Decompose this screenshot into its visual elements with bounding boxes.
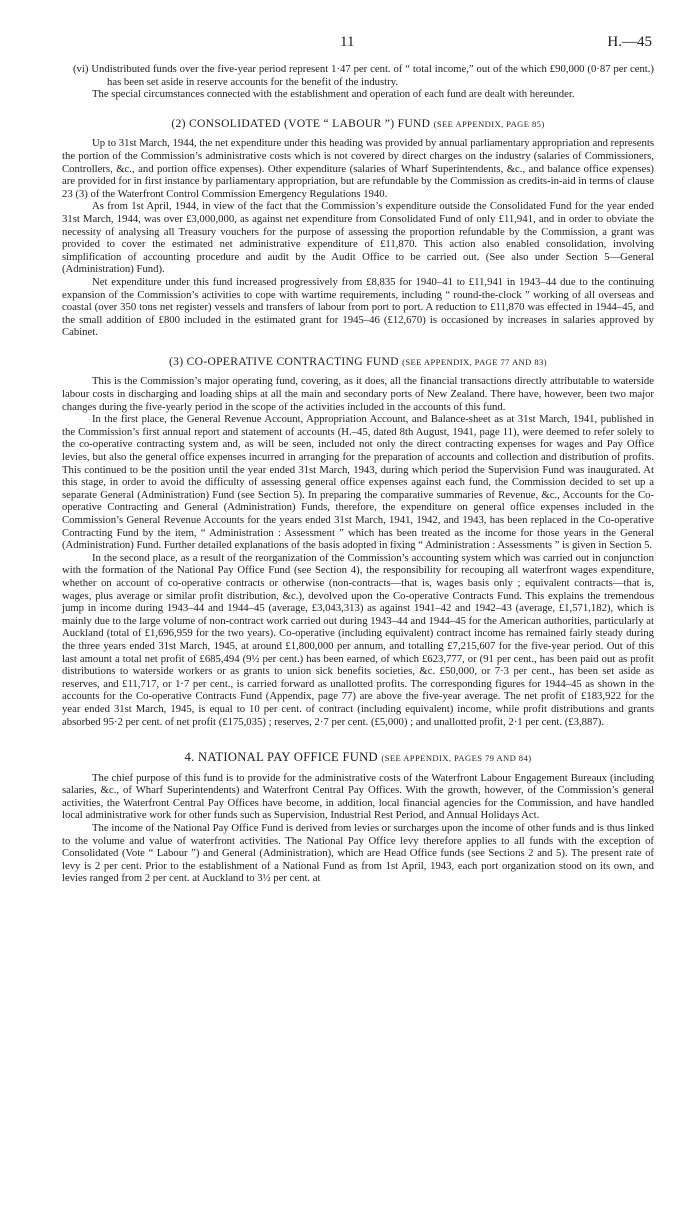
section-3-paragraph: This is the Commission’s major operating fund, covering, as it does, all the financial transactions directly attributable to waterside labour costs in discharging and loading ships at all the main and secondary ports of New Zealand. There have, however, been two major changes during the five-yearly period in the scope of the activities included in the accounts of this fund. xyxy=(62,375,654,413)
section-4-heading xyxy=(62,751,654,765)
section-2-paragraph: Net expenditure under this fund increased progressively from £8,835 for 1940–41 to £11,941 in 1943–44 due to the continuing expansion of the Commission’s activities to cope with wartime requirements, including “ round-the-clock ” working of all overseas and coastal (over 350 tons net register) vessels and transfers of labour from port to port. A reduction to £11,870 was effected in 1944–45, and the small addition of £800 included in the estimated grant for 1945–46 (£12,670) is occasioned by increases in salaries approved by Cabinet. xyxy=(62,275,654,339)
list-item-vi: (vi) Undistributed funds over the five-year period represent 1·47 per cent. of “ total income,” out of the which £90,000 (0·87 per cent.) has been set aside in reserve accounts for the benefit of the industry. xyxy=(73,63,654,88)
page-number: 11 xyxy=(340,34,355,50)
section-3-heading xyxy=(62,356,654,369)
page-header xyxy=(0,34,700,52)
section-2-paragraph: As from 1st April, 1944, in view of the fact that the Commission’s expenditure outside the Consolidated Fund for the year ended 31st March, 1944, was over £3,000,000, as against net expenditure from Consolidated Fund of only £11,941, and in order to obviate the necessity of analysing all Treasury vouchers for the purpose of assessing the proportion refundable by the Commission, a grant was provided to cover the estimated net administrative expenditure of £11,870. This action also enabled consolidation, involving simplification of accounting procedure and audit by the Audit Office to be carried out. (See also under Section 5—General (Administration) Fund). xyxy=(62,200,654,276)
section-2-paragraph: Up to 31st March, 1944, the net expenditure under this heading was provided by annual parliamentary appropriation and represents the portion of the Commission’s administrative costs which is not covered by direct charges on the industry (salaries of Commissioners, Controllers, &c., and portion office expenses). Other expenditure (salaries of Wharf Superintendents, &c., and balance office expenses) are provided for in first instance by parliamentary appropriation, but are refundable by the Commission as credits-in-aid in terms of clause 23 (3) of the Waterfront Control Commission Emergency Regulations 1940. xyxy=(62,137,654,200)
section-3-title: (3) CO-OPERATIVE CONTRACTING FUND xyxy=(169,354,399,368)
section-3-paragraph: In the first place, the General Revenue Account, Appropriation Account, and Balance-sheet as at 31st March, 1941, published in the Commission’s first annual report and statement of accounts (H.–45, dated 8th August, 1941, page 11), were deemed to refer solely to the co-operative contracting system and, as will be seen, included not only the direct contracting expenses for wages and Pay Office levies, but also the general office expenses incurred in arranging for the preparation of accounts and collection and distribution of profits. This continued to be the position until the year ended 31st March, 1943, during which period the Supervision Fund was inaugurated. At this stage, in order to avoid the difficulty of assessing general office expenses against each fund, the Commission decided to set up a separate General (Administration) Fund (see Section 5). In preparing the comparative summaries of Revenue, &c., Accounts for the Co-operative Contracting and General (Administration) Funds, therefore, the expenditure on general office expenses included in the Commission’s General Revenue Accounts for the years ended 31st March, 1941, 1942, and 1943, has been replaced in the Co-operative Contracting Fund by the item, “ Administration : Assessment ” which has been treated as the income for those years in the General (Administration) Fund. Further detailed explanations of the basis adopted in fixing “ Administration : Assessments ” is given in Section 5. xyxy=(62,413,654,552)
section-3-appendix-ref: (SEE APPENDIX, PAGE 77 AND 83) xyxy=(402,356,547,367)
section-3-paragraph: In the second place, as a result of the reorganization of the Commission’s accounting system which was carried out in conjunction with the formation of the National Pay Office Fund (see Section 4), the responsibility for recouping all waterfront wages expenditure, whether on account of co-operative contracts or otherwise (non-contracts—that is, wages basis only ; equivalent contracts—that is, wages, plus average or similar profit distribution, &c.), devolved upon the Co-operative Contracts Fund. This explains the tremendous jump in income during 1943–44 and 1944–45 (average, £3,043,313) as against 1941–42 and 1942–43 (average, £1,571,182), which is mainly due to the large volume of non-contract work carried out during 1943–44 and 1944–45 for the American authorities, particularly at Auckland (total of £1,696,959 for the two years). Co-operative (including equivalent) contract income has remained fairly steady during the three years ended 31st March, 1945, at around £1,800,000 per annum, and totalling £7,215,607 for the five-year period. Out of this last amount a total net profit of £685,494 (9½ per cent.) has been earned, of which £623,777, or (91 per cent., has been paid out as profit distributions to waterside workers or as grants to union sick benefits societies, &c. £50,000, or 7·3 per cent., has been set aside as reserves, and £11,717, or 1·7 per cent., is carried forward as unallotted profits. The corresponding figures for 1944–45 as shown in the accounts for the Co-operative Contracts Fund (Appendix, page 77) are above the five-year average. The net profit of £183,922 for the year ended 31st March, 1945, is equal to 10 per cent. of contract (including equivalent) income, while profit distributions and grants absorbed 95·2 per cent. of net profit (£175,035) ; reserves, 2·7 per cent. (£5,000) ; and unallotted profit, 2·1 per cent. (£3,887). xyxy=(62,551,654,728)
section-4-paragraph: The chief purpose of this fund is to provide for the administrative costs of the Waterfront Labour Engagement Bureaux (including salaries, &c., of Wharf Superintendents) and Waterfront Central Pay Offices. With the growth, however, of the Commission’s general activities, the Waterfront Central Pay Offices have become, in addition, local financial agencies for the Commission, and have handled local administrative work for other funds such as Supervision, Industrial Rest Period, and Annual Holidays Act. xyxy=(62,771,654,822)
section-2-title: (2) CONSOLIDATED (VOTE “ LABOUR ”) FUND xyxy=(171,116,431,130)
section-4-title: 4. NATIONAL PAY OFFICE FUND xyxy=(184,750,378,765)
page-body xyxy=(62,63,654,885)
section-2-appendix-ref: (SEE APPENDIX, PAGE 85) xyxy=(433,118,545,129)
section-4-paragraph: The income of the National Pay Office Fund is derived from levies or surcharges upon the income of other funds and is thus linked to the volume and value of waterfront activities. The National Pay Office levy therefore applies to all funds with the exception of Consolidated (Vote “ Labour ”) and General (Administration), which are Head Office funds (see Sections 2 and 5). The present rate of levy is 2 per cent. Prior to the establishment of a National Fund as from 1st April, 1943, each port organization stood on its own, and levies ranged from 2 per cent. at Auckland to 3½ per cent. at xyxy=(62,822,654,885)
section-4-appendix-ref: (SEE APPENDIX, PAGES 79 AND 84) xyxy=(381,753,532,764)
intro-closing-paragraph: The special circumstances connected with the establishment and operation of each fund are dealt with hereunder. xyxy=(92,88,575,101)
document-reference: H.—45 xyxy=(607,34,652,50)
section-2-heading xyxy=(62,118,654,131)
